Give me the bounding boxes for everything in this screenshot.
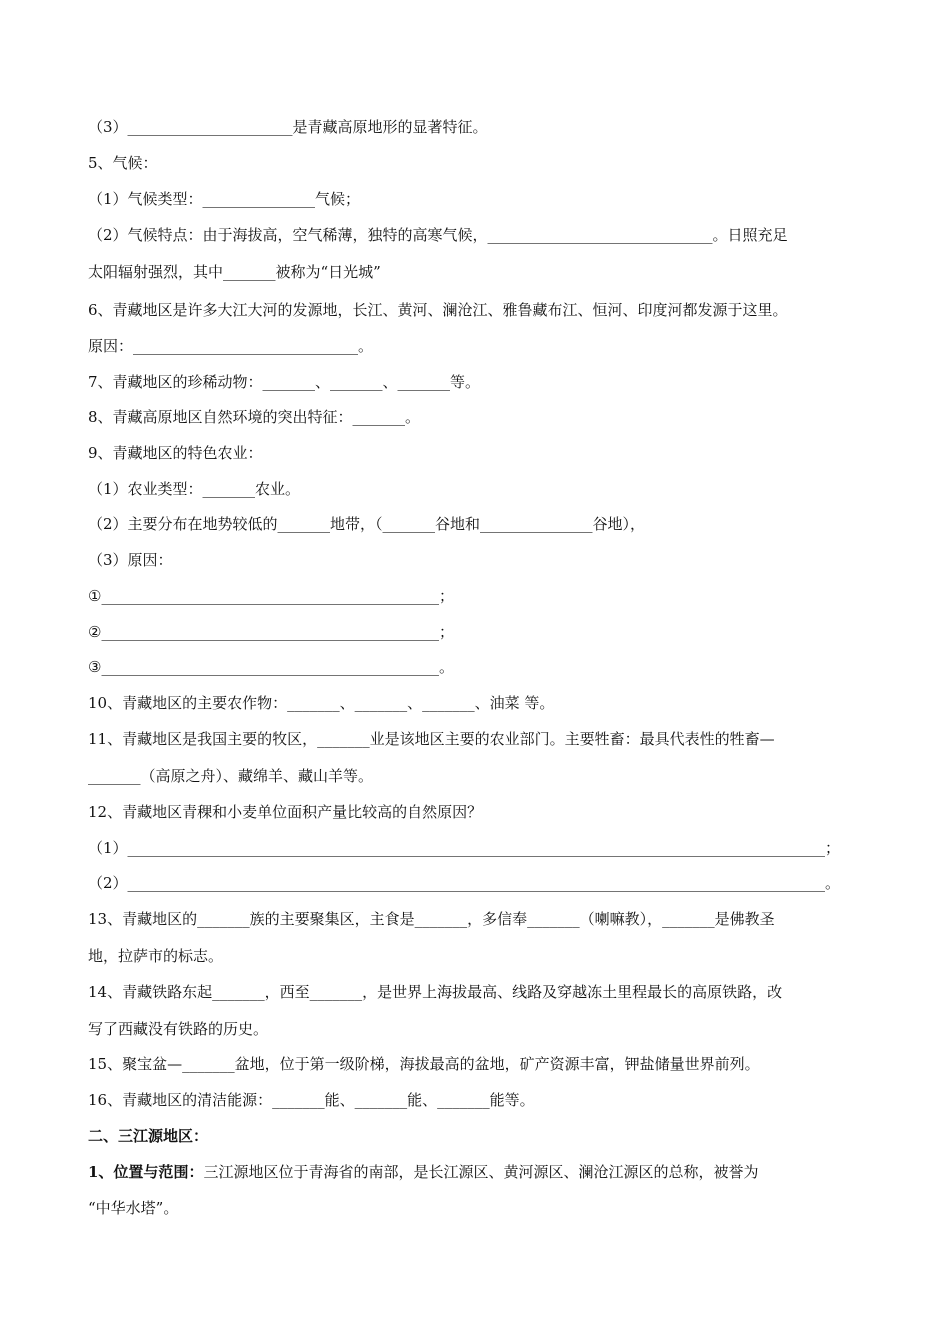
text-line-reason-1: ①_____________________________________________； (88, 587, 454, 605)
text-line-section1-water-tower: “中华水塔”。 (88, 1199, 179, 1217)
text-line-13-tibetan: 13、青藏地区的_______族的主要聚集区，主食是_______，多信奉_______（喇嘛教），_______是佛教圣 (88, 910, 775, 928)
text-line-reason-3: ③_____________________________________________。 (88, 658, 454, 676)
text-line-13-lhasa: 地，拉萨市的标志。 (88, 947, 224, 965)
text-line-12-answer-1: （1）_____________________________________________________________________________________________； (88, 839, 841, 857)
section-heading-sanjiangyuan: 二、三江源地区： (88, 1127, 209, 1145)
text-line-agri-type: （1）农业类型：_______农业。 (88, 480, 301, 498)
text-line-climate-feature: （2）气候特点：由于海拔高，空气稀薄，独特的高寒气候，______________________________。日照充足 (88, 226, 788, 244)
text-line-11-livestock: _______（高原之舟）、藏绵羊、藏山羊等。 (88, 767, 374, 785)
text-line-11-pasture: 11、青藏地区是我国主要的牧区，_______业是该地区主要的农业部门。主要牲畜：最具代表性的牲畜— (88, 730, 775, 748)
text-line-reason-2: ②_____________________________________________； (88, 623, 454, 641)
section1-text: 三江源地区位于青海省的南部，是长江源区、黄河源区、澜沧江源区的总称，被誉为 (203, 1163, 759, 1181)
text-line-agri-reason: （3）原因： (88, 551, 173, 569)
text-line-14-railway: 14、青藏铁路东起_______，西至_______，是世界上海拔最高、线路及穿越冻土里程最长的高原铁路，改 (88, 983, 783, 1001)
text-line-7-animals: 7、青藏地区的珍稀动物：_______、_______、_______等。 (88, 373, 481, 391)
text-line-agri-distribution: （2）主要分布在地势较低的_______地带，（_______谷地和_______________谷地）， (88, 515, 646, 533)
text-line-climate-type: （1）气候类型：_______________气候； (88, 190, 361, 208)
text-line-section1-location (88, 1162, 758, 1182)
text-line-6-reason: 原因：______________________________。 (88, 337, 374, 355)
section1-label: 1、位置与范围： (88, 1163, 204, 1181)
text-line-14-history: 写了西藏没有铁路的历史。 (88, 1020, 269, 1038)
text-line-5-climate: 5、气候： (88, 154, 158, 172)
text-line-q3-terrain: （3）______________________是青藏高原地形的显著特征。 (88, 118, 488, 136)
text-line-10-crops: 10、青藏地区的主要农作物：_______、_______、_______、油菜 等。 (88, 694, 555, 712)
text-line-16-energy: 16、青藏地区的清洁能源：_______能、_______能、_______能等。 (88, 1091, 535, 1109)
text-line-12-answer-2: （2）_____________________________________________________________________________________________。 (88, 874, 841, 892)
text-line-9-agriculture: 9、青藏地区的特色农业： (88, 444, 263, 462)
text-line-sunlight-city: 太阳辐射强烈，其中_______被称为“日光城” (88, 263, 381, 281)
text-line-12-question: 12、青藏地区青稞和小麦单位面积产量比较高的自然原因？ (88, 803, 483, 821)
text-line-8-environment: 8、青藏高原地区自然环境的突出特征：_______。 (88, 408, 421, 426)
text-line-15-basin: 15、聚宝盆—_______盆地，位于第一级阶梯，海拔最高的盆地，矿产资源丰富，钾盐储量世界前列。 (88, 1055, 760, 1073)
text-line-6-rivers: 6、青藏地区是许多大江大河的发源地，长江、黄河、澜沧江、雅鲁藏布江、恒河、印度河都发源于这里。 (88, 301, 788, 319)
